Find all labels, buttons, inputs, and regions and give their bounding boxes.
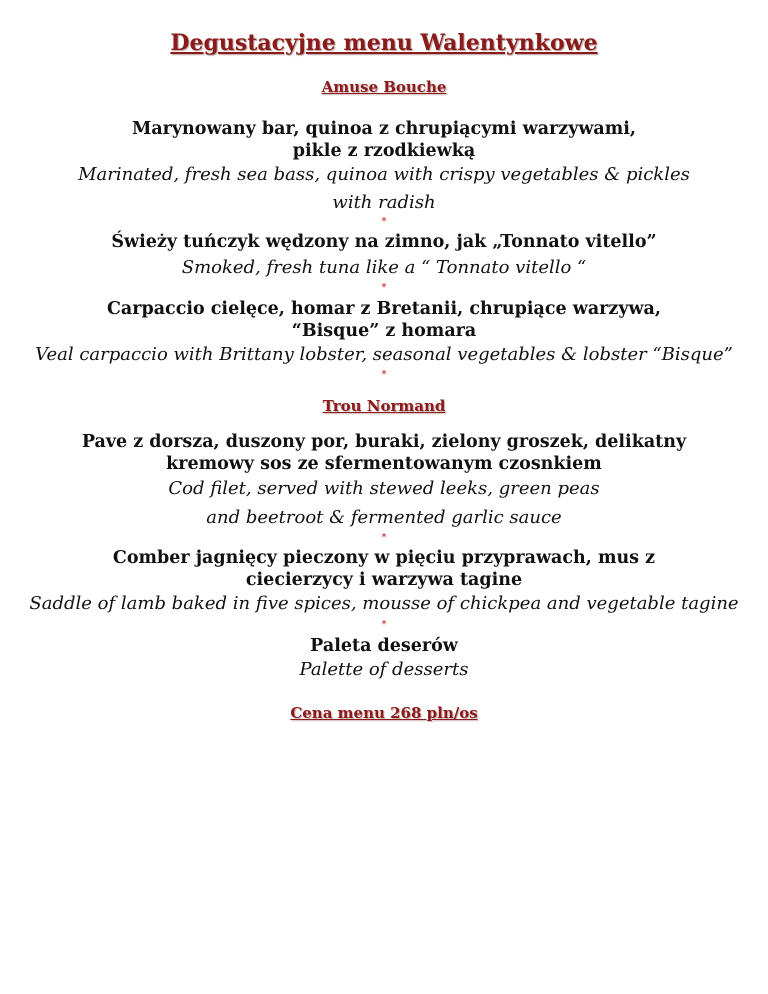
course-1-en-line-1: Marinated, fresh sea bass, quinoa with crispy vegetables & pickles xyxy=(78,164,690,185)
course-1-pl-line-1: Marynowany bar, quinoa z chrupiącymi warzywami, xyxy=(131,119,637,139)
course-4-pl-line-1: Pave z dorsza, duszony por, buraki, zielony groszek, delikatny xyxy=(81,432,687,452)
separator-3: * xyxy=(381,369,387,380)
menu-title: Degustacyjne menu Walentynkowe xyxy=(170,30,598,56)
course-5-pl-line-1: Comber jagnięcy pieczony w pięciu przyprawach, mus z xyxy=(112,548,656,568)
course-5-pl-line-2: ciecierzycy i warzywa tagine xyxy=(245,570,523,590)
course-3-pl-line-2: “Bisque” z homara xyxy=(291,321,477,341)
course-1-en-line-2: with radish xyxy=(332,192,436,213)
separator-4: * xyxy=(381,532,387,543)
course-4-en-line-1: Cod filet, served with stewed leeks, green peas xyxy=(168,478,600,499)
course-1-pl-line-2: pikle z rzodkiewką xyxy=(292,141,476,161)
course-6-pl-line-1: Paleta deserów xyxy=(310,636,458,656)
separator-5: * xyxy=(381,619,387,630)
section-trou-normand: Trou Normand xyxy=(322,397,446,415)
course-3-en-line-1: Veal carpaccio with Brittany lobster, seasonal vegetables & lobster “Bisque” xyxy=(35,344,733,365)
course-2-en-line-1: Smoked, fresh tuna like a “ Tonnato vitello “ xyxy=(181,257,587,278)
course-6-en-line-1: Palette of desserts xyxy=(299,659,469,680)
course-5-en-line-1: Saddle of lamb baked in five spices, mousse of chickpea and vegetable tagine xyxy=(29,593,739,614)
section-amuse-bouche: Amuse Bouche xyxy=(321,78,447,96)
menu-price: Cena menu 268 pln/os xyxy=(290,704,478,722)
course-4-en-line-2: and beetroot & fermented garlic sauce xyxy=(206,507,562,528)
course-4-pl-line-2: kremowy sos ze sfermentowanym czosnkiem xyxy=(166,454,602,474)
course-2-pl-line-1: Świeży tuńczyk wędzony na zimno, jak „Tonnato vitello” xyxy=(111,232,657,252)
separator-2: * xyxy=(381,282,387,293)
course-3-pl-line-1: Carpaccio cielęce, homar z Bretanii, chrupiące warzywa, xyxy=(106,299,661,319)
separator-1: * xyxy=(381,216,387,227)
